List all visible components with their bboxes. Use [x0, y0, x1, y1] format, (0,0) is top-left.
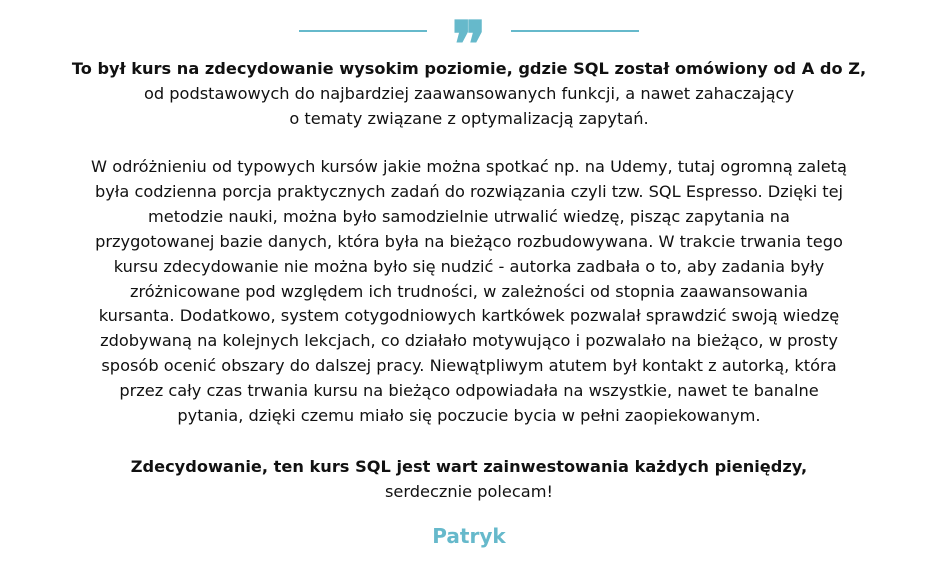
body-line: W odróżnieniu od typowych kursów jakie można spotkać np. na Udemy, tutaj ogromną zaletą: [91, 157, 847, 176]
body-line: była codzienna porcja praktycznych zadań do rozwiązania czyli tzw. SQL Espresso. Dzięki tej: [94, 181, 844, 201]
body-line: przygotowanej bazie danych, która była na bieżąco rozbudowywana. W trakcie trwania tego: [95, 231, 843, 251]
intro-line: o tematy związane z optymalizacją zapytań.: [289, 108, 649, 128]
intro-line: od podstawowych do najbardziej zaawansowanych funkcji, a nawet zahaczający: [143, 83, 795, 103]
body-line: zdobywaną na kolejnych lekcjach, co działało motywująco i pozwalało na bieżąco, w prosty: [100, 331, 838, 351]
intro-line-bold: To był kurs na zdecydowanie wysokim poziomie, gdzie SQL został omówiony od A do Z,: [71, 59, 867, 78]
body-line: kursanta. Dodatkowo, system cotygodniowych kartkówek pozwalał sprawdzić swoją wiedzę: [98, 306, 840, 326]
divider-left: [299, 30, 427, 32]
body-line: pytania, dzięki czemu miało się poczucie bycia w pełni zaopiekowanym.: [177, 406, 761, 426]
body-line: przez cały czas trwania kursu na bieżąco odpowiadała na wszystkie, nawet te banalne: [119, 381, 819, 401]
body-paragraph: [20, 155, 918, 429]
quote-mark-icon: ❞: [451, 8, 487, 83]
intro-paragraph: [20, 57, 918, 132]
divider-right: [511, 30, 639, 32]
body-line: zróżnicowane pod względem ich trudności, w zależności od stopnia zaawansowania: [129, 281, 809, 301]
body-line: metodzie nauki, można było samodzielnie utrwalić wiedzę, pisząc zapytania na: [148, 206, 790, 226]
author-name: Patryk: [432, 524, 506, 548]
body-line: kursu zdecydowanie nie można było się nudzić - autorka zadbała o to, aby zadania były: [113, 256, 825, 276]
closing-line-bold: Zdecydowanie, ten kurs SQL jest wart zainwestowania każdych pieniędzy,: [130, 457, 808, 476]
closing-paragraph: [20, 455, 918, 505]
body-line: sposób ocenić obszary do dalszej pracy. Niewątpliwym atutem był kontakt z autorką, która: [101, 356, 837, 376]
closing-line: serdecznie polecam!: [385, 481, 553, 501]
